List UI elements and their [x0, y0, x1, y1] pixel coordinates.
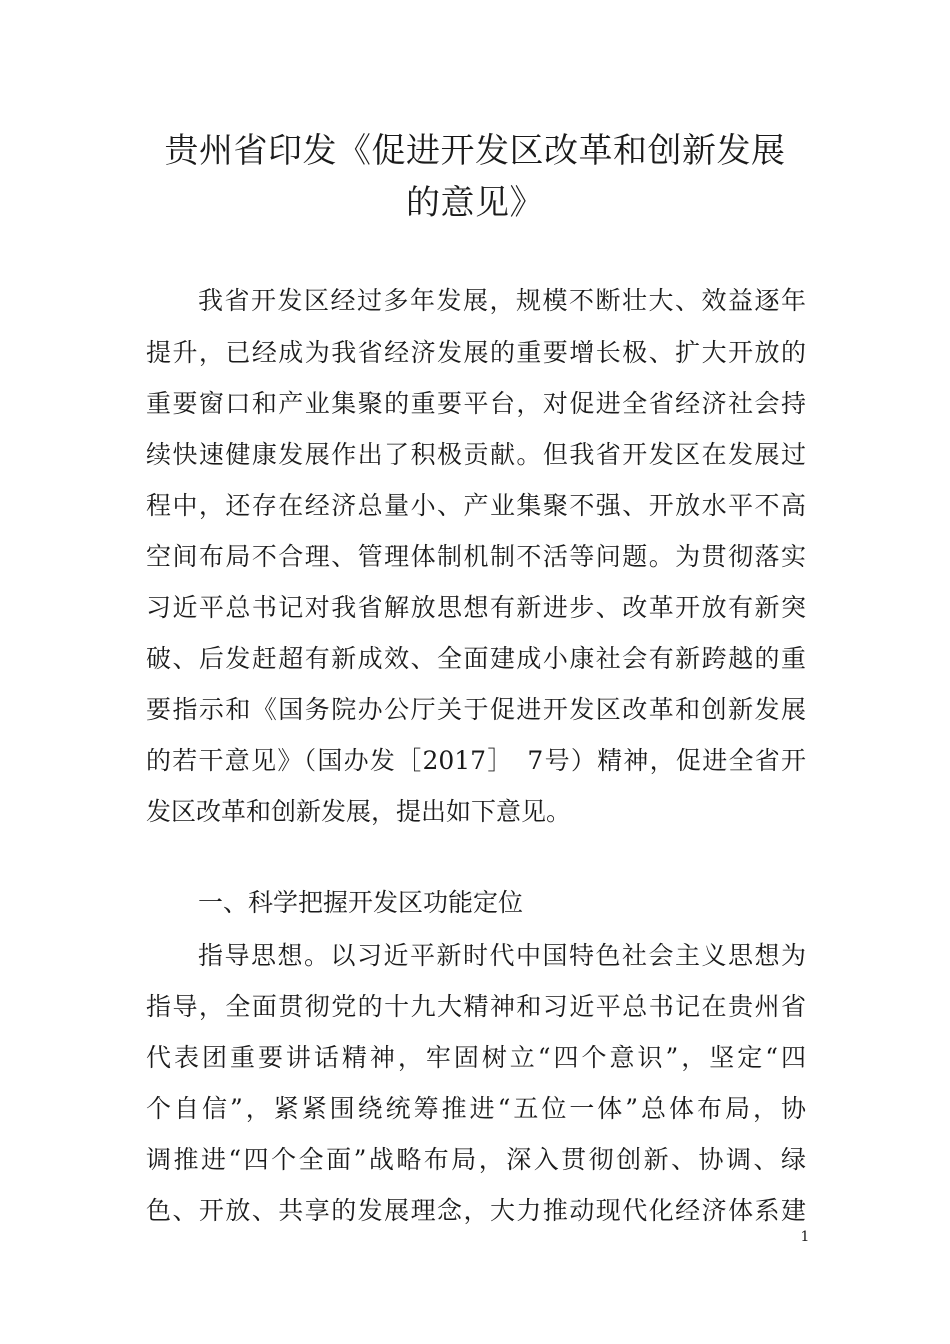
paragraph-1-line: 习近平总书记对我省解放思想有新进步、改革开放有新突 — [146, 593, 806, 622]
paragraph-1-line: 的若干意见》（国办发［2017］ 7号）精神，促进全省开 — [146, 746, 806, 775]
paragraph-1-line: 空间布局不合理、管理体制机制不活等问题。为贯彻落实 — [146, 542, 806, 571]
paragraph-1-line: 发区改革和创新发展，提出如下意见。 — [146, 797, 572, 826]
document-title-line-1: 贵州省印发《促进开发区改革和创新发展 — [164, 131, 786, 171]
page-number: 1 — [800, 1229, 810, 1245]
section-1-heading: 一、科学把握开发区功能定位 — [198, 888, 524, 917]
paragraph-2-line: 指导思想。以习近平新时代中国特色社会主义思想为 — [198, 941, 806, 970]
paragraph-2-line: 代表团重要讲话精神，牢固树立“四个意识”，坚定“四 — [146, 1043, 806, 1072]
paragraph-1-line: 破、后发赶超有新成效、全面建成小康社会有新跨越的重 — [146, 644, 806, 673]
paragraph-1-line: 续快速健康发展作出了积极贡献。但我省开发区在发展过 — [146, 440, 806, 469]
paragraph-1-line: 重要窗口和产业集聚的重要平台，对促进全省经济社会持 — [146, 389, 806, 418]
paragraph-1-line: 要指示和《国务院办公厅关于促进开发区改革和创新发展 — [146, 695, 806, 724]
paragraph-2-line: 个自信”，紧紧围绕统筹推进“五位一体”总体布局，协 — [146, 1094, 806, 1123]
paragraph-1-line: 我省开发区经过多年发展，规模不断壮大、效益逐年 — [198, 286, 806, 315]
paragraph-1-line: 提升，已经成为我省经济发展的重要增长极、扩大开放的 — [146, 338, 806, 367]
paragraph-2-line: 指导，全面贯彻党的十九大精神和习近平总书记在贵州省 — [146, 992, 806, 1021]
paragraph-1-line: 程中，还存在经济总量小、产业集聚不强、开放水平不高 — [146, 491, 806, 520]
paragraph-2-line: 色、开放、共享的发展理念，大力推动现代化经济体系建 — [146, 1196, 806, 1225]
paragraph-2-line: 调推进“四个全面”战略布局，深入贯彻创新、协调、绿 — [146, 1145, 806, 1174]
document-title-line-2: 的意见》 — [406, 183, 544, 223]
